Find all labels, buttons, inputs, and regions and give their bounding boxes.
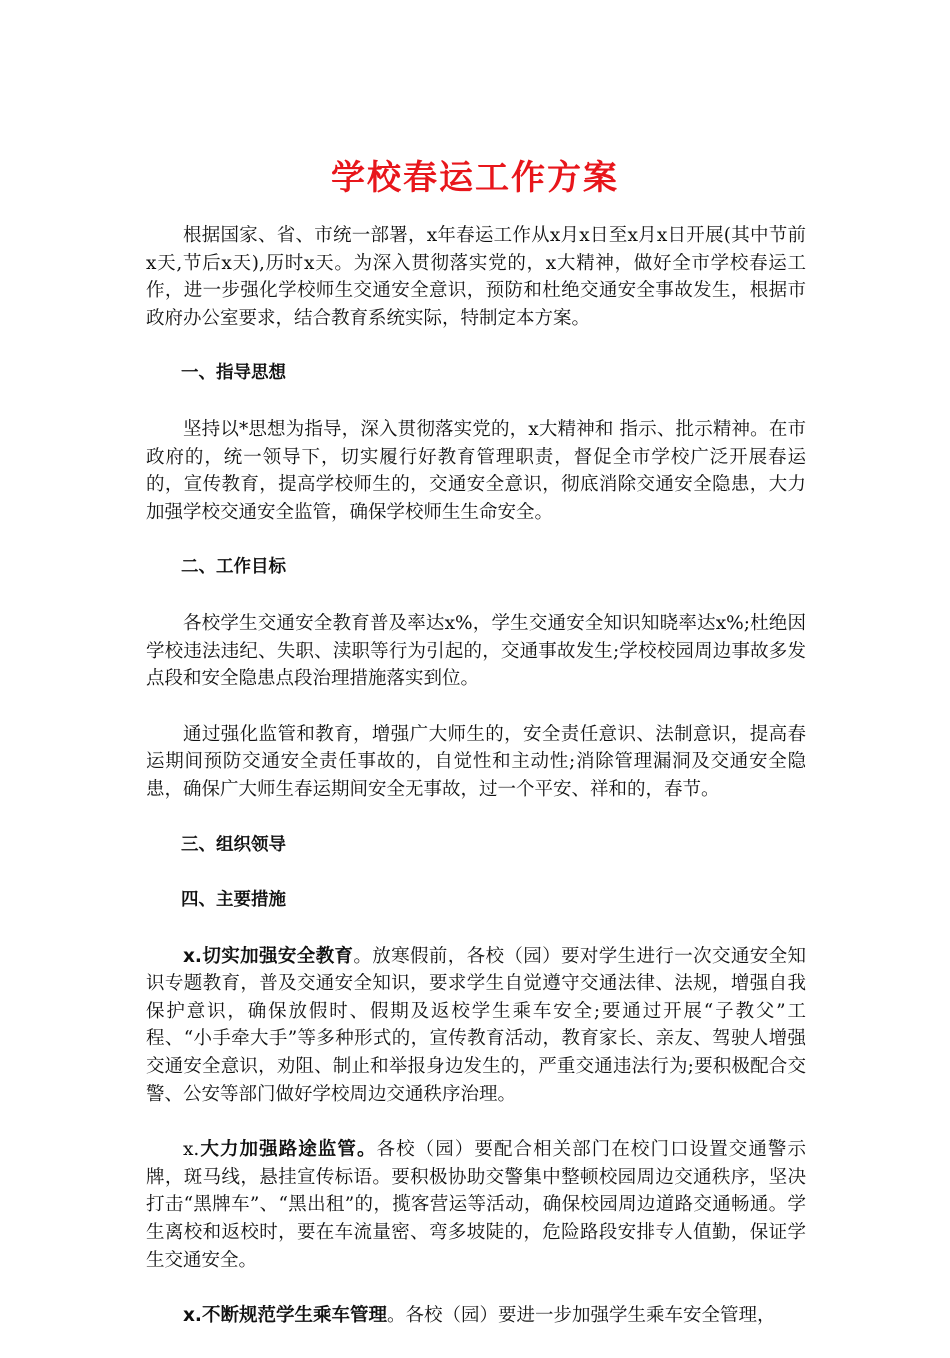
measure-3-text: 。各校（园）要进一步加强学生乘车安全管理， [386, 1305, 776, 1327]
measure-3-lead: x.不断规范学生乘车管理 [183, 1305, 387, 1327]
goals-paragraph-1: 各校学生交通安全教育普及率达x%，学生交通安全知识知晓率达x%;杜绝因学校违法违纪、失职、渎职等行为引起的，交通事故发生;学校校园周边事故多发点段和安全隐患点段治理措施落实到位。 [146, 612, 806, 690]
goals-paragraph-2: 通过强化监管和教育，增强广大师生的，安全责任意识、法制意识，提高春运期间预防交通安全责任事故的，自觉性和主动性;消除管理漏洞及交通安全隐患，确保广大师生春运期间安全无事故，过一个平安、祥和的，春节。 [146, 723, 806, 800]
measure-paragraph-3 [146, 1302, 806, 1330]
document-body [146, 222, 806, 1358]
intro-paragraph: 根据国家、省、市统一部署，x年春运工作从x月x日至x月x日开展(其中节前x天,节后x天),历时x天。为深入贯彻落实党的，x大精神，做好全市学校春运工作，进一步强化学校师生交通安全意识，预防和杜绝交通安全事故发生，根据市政府办公室要求，结合教育系统实际，特制定本方案。 [146, 225, 806, 329]
section-heading-organization: 三、组织领导 [181, 834, 286, 855]
measure-2-prefix: x. [183, 1139, 200, 1161]
document-title: 学校春运工作方案 [331, 158, 619, 198]
section-heading-guiding: 一、指导思想 [181, 363, 286, 384]
measure-1-text: 。放寒假前，各校（园）要对学生进行一次交通安全知识专题教育，普及交通安全知识，要求学生自觉遵守交通法律、法规，增强自我保护意识，确保放假时、假期及返校学生乘车安全;要通过开展“子教父”工程、“小手牵大手”等多种形式的，宣传教育活动，教育家长、亲友、驾驶人增强交通安全意识，劝阻、制止和举报身边发生的，严重交通违法行为;要积极配合交警、公安等部门做好学校周边交通秩序治理。 [146, 945, 806, 1105]
guiding-paragraph: 坚持以*思想为指导，深入贯彻落实党的，x大精神和 指示、批示精神。在市政府的，统一领导下，切实履行好教育管理职责，督促全市学校广泛开展春运的，宣传教育，提高学校师生的，交通安全意识，彻底消除交通安全隐患，大力加强学校交通安全监管，确保学校师生生命安全。 [146, 418, 806, 523]
measure-2-text: 各校（园）要配合相关部门在校门口设置交通警示牌，斑马线，悬挂宣传标语。要积极协助交警集中整顿校园周边交通秩序，坚决打击“黑牌车”、“黑出租”的，揽客营运等活动，确保校园周边道路交通畅通。学生离校和返校时，要在车流量密、弯多坡陡的，危险路段安排专人值勤，保证学生交通安全。 [146, 1139, 806, 1271]
measure-1-lead: x.切实加强安全教育 [183, 945, 354, 967]
measure-paragraph-2 [146, 1136, 806, 1274]
measure-2-lead: 大力加强路途监管。 [199, 1139, 377, 1161]
section-heading-measures: 四、主要措施 [181, 890, 286, 911]
measure-paragraph-1 [146, 943, 806, 1109]
section-heading-goals: 二、工作目标 [181, 557, 286, 578]
